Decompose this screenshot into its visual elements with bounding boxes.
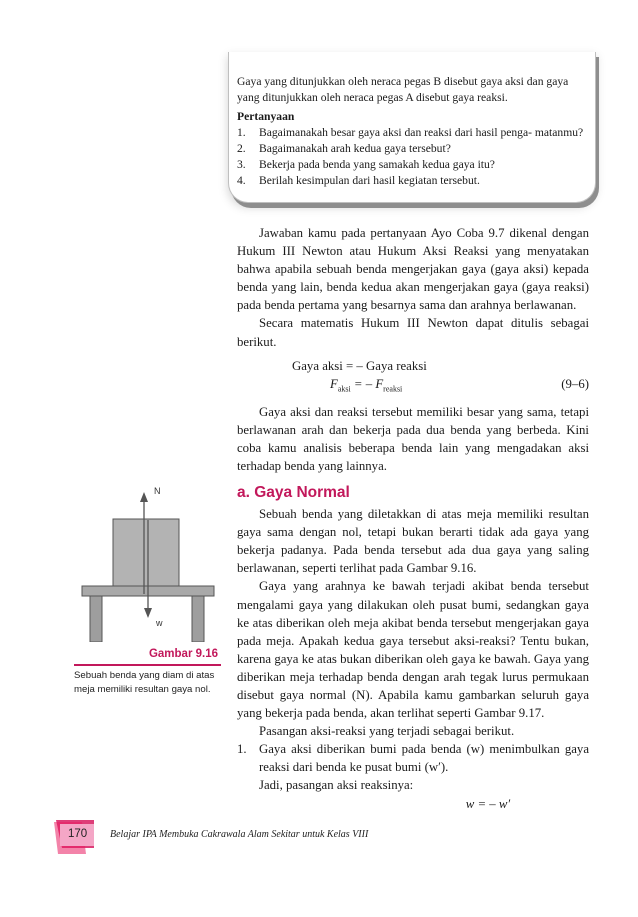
weight-arrowhead bbox=[144, 608, 152, 618]
page-number: 170 bbox=[68, 828, 88, 840]
activity-box-content bbox=[237, 74, 585, 189]
formula-sub-reaksi: reaksi bbox=[383, 384, 403, 394]
paragraph-normal-force: Gaya yang arahnya ke bawah terjadi akibat benda tersebut mengalami gaya yang dilakukan oleh pusat bumi, sedangkan gaya ke atas diberikan oleh meja akibat benda tersebut mengerjakan gaya pada meja. Apakah kedua gaya tersebut aksi-reaksi? Tentu bukan, karena gaya ke atas bukan diberikan oleh gaya ke bawah. Gaya yang diberikan meja terhadap benda dengan arah tegak lurus permukaan disebut gaya normal (N). Apabila kamu gambarkan seluruh gaya yang bekerja pada benda, akan terlihat seperti Gambar 9.17. bbox=[237, 579, 589, 721]
paragraph-object-on-table: Sebuah benda yang diletakkan di atas meja memiliki resultan gaya sama dengan nol, tetapi bukan berarti tidak ada gaya yang bekerja padanya. Pada benda tersebut ada dua gaya yang saling berlawanan, seperti terlihat pada Gambar 9.16. bbox=[237, 507, 589, 576]
question-text: Berilah kesimpulan dari hasil kegiatan tersebut. bbox=[259, 174, 480, 187]
question-text: Bekerja pada benda yang samakah kedua gaya itu? bbox=[259, 158, 495, 171]
equation-number: (9–6) bbox=[561, 376, 589, 391]
paragraph-newton-third-law: Jawaban kamu pada pertanyaan Ayo Coba 9.7 dikenal dengan Hukum III Newton atau Hukum Aksi Reaksi yang menyatakan bahwa apabila sebuah benda mengerjakan gaya (gaya aksi) kepada benda yang lain, benda kedua akan mengerjakan gaya (gaya reaksi) pada benda pertama yang besarnya sama dan arahnya berlawanan. bbox=[237, 226, 589, 313]
formula-line-words: Gaya aksi = – Gaya reaksi bbox=[292, 358, 427, 373]
formula-f-aksi: F bbox=[330, 376, 338, 391]
figure-title: Gambar 9.16 bbox=[148, 648, 218, 660]
paragraph-pair-conclusion: Jadi, pasangan aksi reaksinya: bbox=[259, 778, 414, 793]
question-item bbox=[237, 125, 585, 141]
questions-list bbox=[237, 125, 585, 189]
question-number: 3. bbox=[237, 158, 246, 171]
block bbox=[113, 519, 179, 586]
normal-force-arrowhead bbox=[140, 492, 148, 502]
label-n: N bbox=[154, 486, 161, 496]
table-leg-right bbox=[192, 596, 204, 642]
formula-block bbox=[237, 357, 589, 397]
question-item bbox=[237, 173, 585, 189]
formula-line-symbols bbox=[330, 375, 402, 399]
label-w: w bbox=[156, 618, 163, 628]
question-text: Bagaimanakah arah kedua gaya tersebut? bbox=[259, 142, 451, 155]
question-number: 1. bbox=[237, 126, 246, 139]
paragraph-pairs-intro: Pasangan aksi-reaksi yang terjadi sebagai berikut. bbox=[259, 724, 515, 739]
question-number: 4. bbox=[237, 174, 246, 187]
figure-caption-rule bbox=[74, 664, 221, 666]
list-item-number: 1. bbox=[237, 742, 247, 757]
activity-box bbox=[228, 52, 596, 203]
figure-caption: Sebuah benda yang diam di atas meja memiliki resultan gaya nol. bbox=[74, 670, 215, 695]
list-item bbox=[237, 740, 589, 776]
paragraph-math-intro: Secara matematis Hukum III Newton dapat ditulis sebagai berikut. bbox=[237, 316, 589, 349]
section-title-normal-force: a. Gaya Normal bbox=[237, 484, 350, 502]
question-item bbox=[237, 157, 585, 173]
main-text-column bbox=[237, 224, 589, 813]
book-title: Belajar IPA Membuka Cakrawala Alam Sekitar untuk Kelas VIII bbox=[110, 829, 369, 840]
list-item-text: Gaya aksi diberikan bumi pada benda (w) menimbulkan gaya reaksi dari benda ke pusat bumi (w′). bbox=[259, 742, 589, 775]
questions-heading: Pertanyaan bbox=[237, 110, 295, 123]
figure-block-on-table bbox=[78, 482, 218, 642]
equation-w: w = – w′ bbox=[465, 796, 511, 811]
table-leg-left bbox=[90, 596, 102, 642]
question-item bbox=[237, 141, 585, 157]
block-on-table-illustration bbox=[78, 482, 218, 642]
question-text: Bagaimanakah besar gaya aksi dan reaksi dari hasil penga- matanmu? bbox=[259, 126, 584, 139]
formula-middle: = – F bbox=[350, 376, 384, 391]
activity-intro: Gaya yang ditunjukkan oleh neraca pegas B disebut gaya aksi dan gaya yang ditunjukkan oleh neraca pegas A disebut gaya reaksi. bbox=[237, 75, 569, 104]
question-number: 2. bbox=[237, 142, 246, 155]
formula-sub-aksi: aksi bbox=[337, 384, 351, 394]
paragraph-action-reaction: Gaya aksi dan reaksi tersebut memiliki besar yang sama, tetapi berlawanan arah dan bekerja pada dua benda yang berbeda. Kini coba kamu analisis beberapa benda lain yang mengadakan aksi terhadap benda yang lainnya. bbox=[237, 404, 589, 473]
